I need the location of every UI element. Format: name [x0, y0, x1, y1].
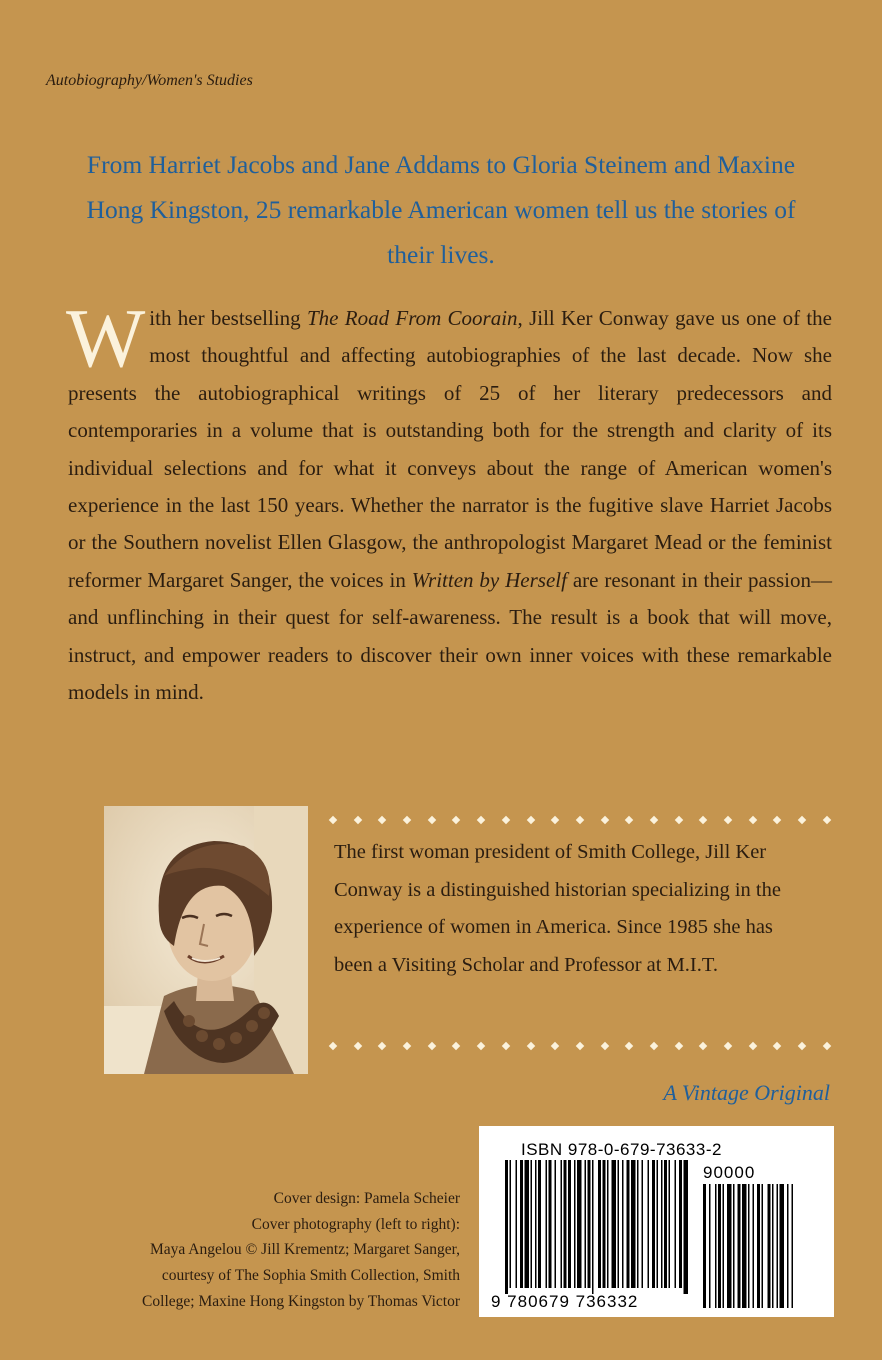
barcode-bar [568, 1160, 571, 1288]
barcode-bar [525, 1160, 530, 1288]
addon-bar [753, 1184, 755, 1308]
cover-credits [40, 1186, 460, 1315]
divider-top [330, 814, 830, 826]
barcode-bar [618, 1160, 620, 1288]
addon-bar [718, 1184, 721, 1308]
barcode-bar [555, 1160, 557, 1288]
barcode-bar [664, 1160, 667, 1288]
barcode-bar [607, 1160, 609, 1288]
barcode-bar [627, 1160, 630, 1288]
addon-bar [772, 1184, 774, 1308]
barcode-bar [661, 1160, 663, 1288]
barcode-bar [622, 1160, 624, 1288]
addon-bar [742, 1184, 747, 1308]
barcode-bar [577, 1160, 582, 1288]
isbn-number: ISBN 978-0-679-73633-2 [521, 1140, 722, 1159]
barcode-bar [585, 1160, 587, 1288]
barcode-bar [520, 1160, 523, 1288]
addon-bar [777, 1184, 779, 1308]
credit-line: Cover photography (left to right): [251, 1215, 460, 1233]
divider-bottom [330, 1040, 830, 1052]
barcode-bar [531, 1160, 533, 1288]
description-text-2: , Jill Ker Conway gave us one of the most thoughtful and affecting autobiographies of the last decade. Now she presents the autobiographical writings of 25 of her literary predecessors and contemporaries in a volume that is outstanding both for the strength and clarity of its individual selections and for what it conveys about the range of American women's experience in the last 150 years. Whether the narrator is the fugitive slave Harriet Jacobs or the Southern novelist Ellen Glasgow, the anthropologist Margaret Mead or the feminist reformer Margaret Sanger, the voices in [68, 306, 832, 592]
addon-bar [787, 1184, 789, 1308]
addon-bar [768, 1184, 771, 1308]
barcode-bar [603, 1160, 606, 1288]
description-text-1: ith her bestselling [149, 306, 307, 330]
description-paragraph [66, 292, 832, 711]
barcode-bar [588, 1160, 591, 1288]
barcode-bar [637, 1160, 639, 1288]
barcode-bar [574, 1160, 576, 1288]
dropcap-letter: W [66, 292, 146, 385]
addon-bar [733, 1184, 735, 1308]
author-portrait-image [104, 806, 308, 1074]
author-photo [104, 806, 308, 1074]
barcode-bar [657, 1160, 659, 1288]
barcode-bar [648, 1160, 650, 1288]
ean-number: 9 780679 736332 [491, 1292, 639, 1311]
barcode-bar [631, 1160, 636, 1288]
barcode-bar [612, 1160, 617, 1288]
barcode-bar [535, 1160, 537, 1288]
addon-bar [748, 1184, 750, 1308]
barcode-bar [564, 1160, 567, 1288]
addon-bar [738, 1184, 741, 1308]
description-text-3: are resonant in their passion—and unflinching in their quest for self-awareness. The result is a book that will move, instruct, and empower readers to discover their own inner voices with these remarkable models in mind. [68, 567, 832, 705]
headline: From Harriet Jacobs and Jane Addams to Gloria Steinem and Maxine Hong Kingston, 25 remarkable American women tell us the stories of their lives. [86, 150, 796, 269]
book-title-written-by-herself: Written by Herself [411, 567, 567, 592]
barcode-bar [592, 1160, 594, 1294]
barcode-bar [669, 1160, 671, 1288]
addon-bar [757, 1184, 760, 1308]
barcode-panel [479, 1126, 834, 1317]
barcode-bar [675, 1160, 677, 1288]
barcode-bar [505, 1160, 508, 1294]
credit-line: Cover design: Pamela Scheier [273, 1190, 460, 1207]
barcode-bar [561, 1160, 563, 1288]
barcode-bar [549, 1160, 552, 1288]
author-bio: The first woman president of Smith College, Jill Ker Conway is a distinguished historian specializing in the experience of women in America. Since 1985 she has been a Visiting Scholar and Professor at M.I.T. [334, 841, 781, 976]
credit-line: courtesy of The Sophia Smith Collection, Smith [161, 1267, 460, 1285]
barcode-bar [598, 1160, 601, 1288]
price-addon-number: 90000 [703, 1163, 756, 1182]
barcode-bar [538, 1160, 541, 1288]
barcode-bar [684, 1160, 689, 1294]
barcode-bar [516, 1160, 518, 1288]
addon-bar [792, 1184, 794, 1308]
addon-bar [727, 1184, 732, 1308]
credit-line: College; Maxine Hong Kingston by Thomas Victor [142, 1292, 460, 1310]
credit-line: Maya Angelou © Jill Krementz; Margaret Sanger, [149, 1241, 460, 1259]
addon-bar [780, 1184, 785, 1308]
barcode-bar [546, 1160, 548, 1288]
barcode-bar [642, 1160, 644, 1288]
addon-bar [762, 1184, 764, 1308]
addon-bar [709, 1184, 711, 1308]
addon-bar [715, 1184, 717, 1308]
barcode-bar [679, 1160, 682, 1288]
addon-bar [723, 1184, 725, 1308]
book-title-road-from-coorain: The Road From Coorain [306, 306, 518, 330]
imprint-label: A Vintage Original [663, 1080, 830, 1105]
category-label: Autobiography/Women's Studies [46, 72, 253, 89]
addon-bar [703, 1184, 706, 1308]
barcode-bar [652, 1160, 655, 1288]
barcode-bar [510, 1160, 512, 1288]
